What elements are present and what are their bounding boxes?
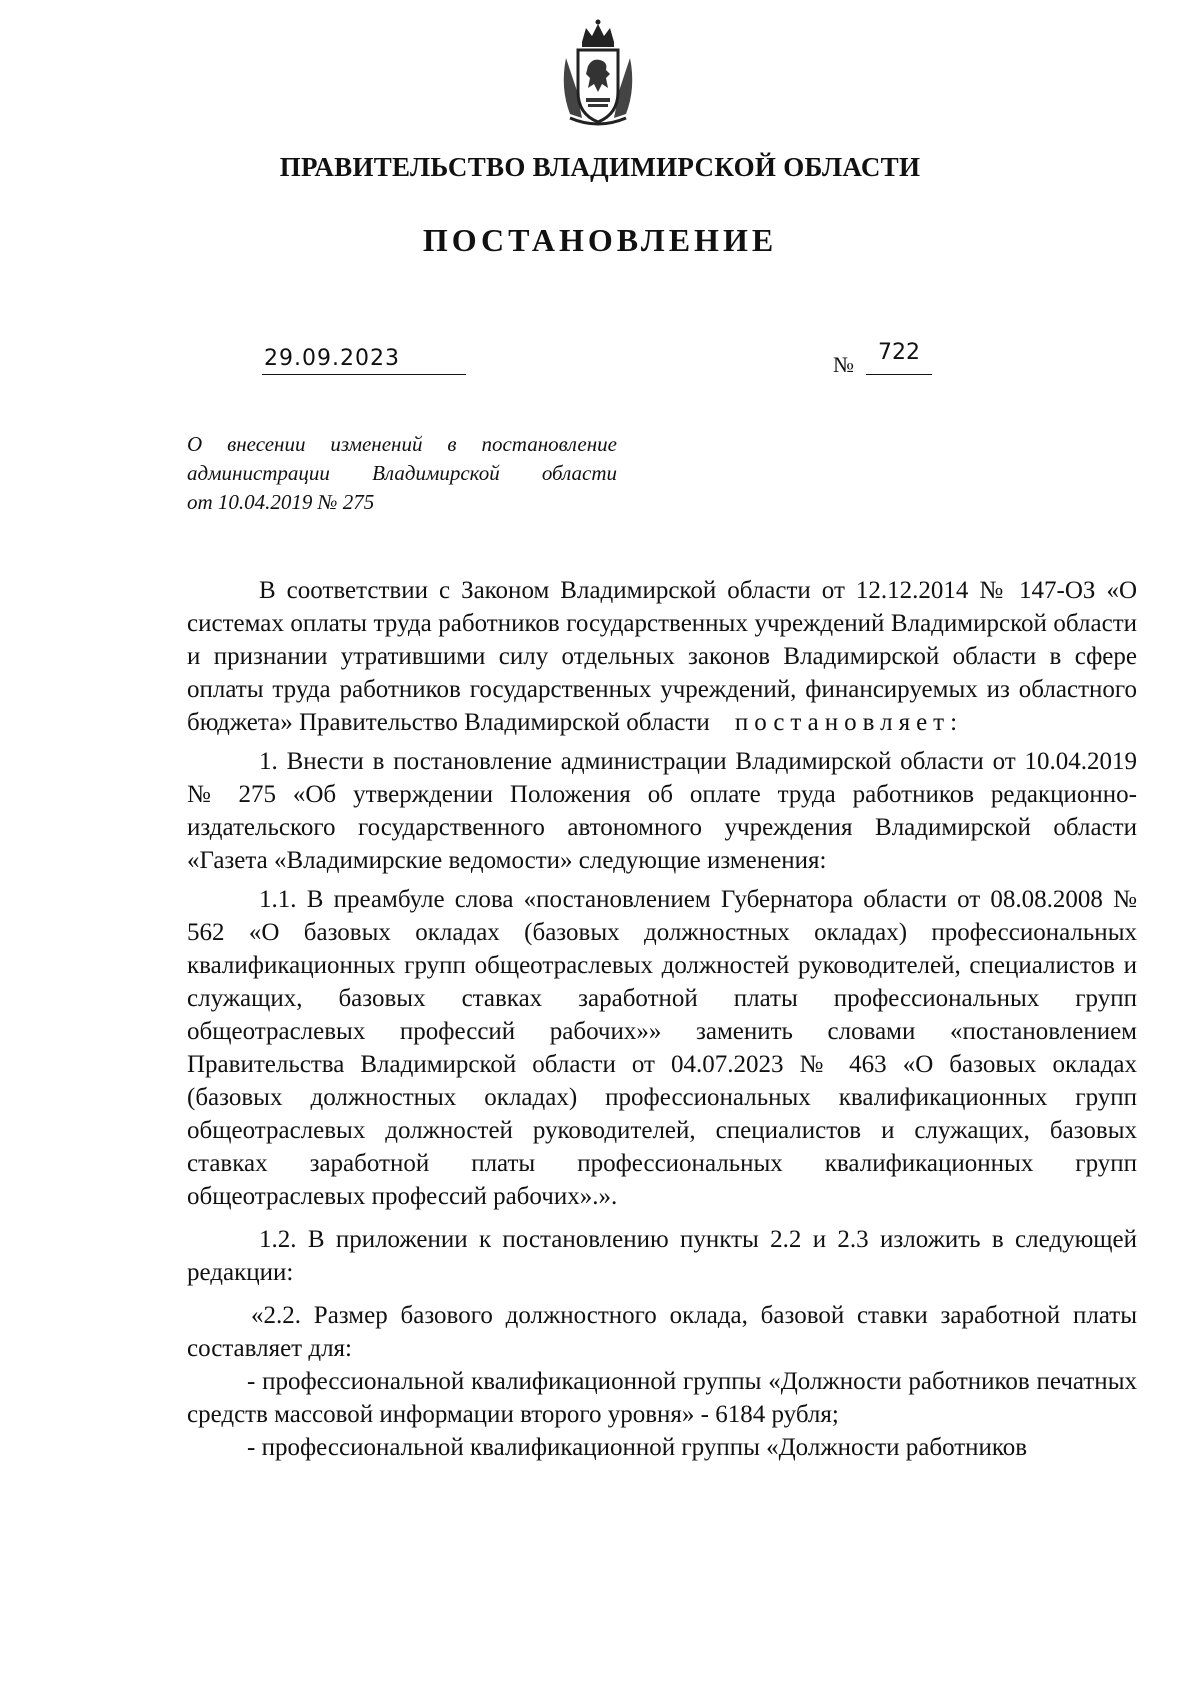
subject-line-2: администрации Владимирской области — [187, 461, 617, 485]
organization-title: ПРАВИТЕЛЬСТВО ВЛАДИМИРСКОЙ ОБЛАСТИ — [279, 152, 921, 182]
subject-line-1: О внесении изменений в постановление — [187, 432, 617, 456]
preamble-verb: постановляет: — [734, 709, 964, 736]
item-1: 1. Внести в постановление администрации Владимирской области от 10.04.2019 № 275 «Об утверждении Положения об оплате труда работников редакционно-издательского государственного автономного учреждения Владимирской области «Газета «Владимирские ведомости» следующие изменения: — [187, 748, 1137, 874]
document-number: 722 — [878, 340, 920, 365]
document-date: 29.09.2023 — [264, 346, 400, 371]
document-type-heading: ПОСТАНОВЛЕНИЕ — [422, 222, 778, 258]
document-subject — [187, 430, 617, 517]
document-body — [187, 574, 1137, 1464]
coat-of-arms-icon — [552, 18, 644, 130]
date-underline — [262, 374, 466, 375]
number-underline — [866, 374, 932, 375]
dash-item-2: - профессиональной квалификационной группы «Должности работников — [247, 1434, 1028, 1461]
preamble-text: В соответствии с Законом Владимирской области от 12.12.2014 № 147-ОЗ «О системах оплаты труда работников государственных учреждений Владимирской области и признании утратившими силу отдельных законов Владимирской области в сфере оплаты труда работников государственных учреждений, финансируемых из областного бюджета» Правительство Владимирской области — [187, 577, 1137, 736]
preamble-paragraph — [187, 574, 1137, 739]
item-1-1: 1.1. В преамбуле слова «постановлением Губернатора области от 08.08.2008 № 562 «О базовых окладах (базовых должностных окладах) профессиональных квалификационных групп общеотраслевых должностей руководителей, специалистов и служащих, базовых ставках заработной платы профессиональных групп общеотраслевых профессий рабочих»» заменить словами «постановлением Правительства Владимирской области от 04.07.2023 № 463 «О базовых окладах (базовых должностных окладах) профессиональных квалификационных групп общеотраслевых должностей руководителей, специалистов и служащих, базовых ставках заработной платы профессиональных квалификационных групп общеотраслевых профессий рабочих».». — [187, 886, 1137, 1210]
item-1-2: 1.2. В приложении к постановлению пункты 2.2 и 2.3 изложить в следующей редакции: — [187, 1226, 1137, 1286]
dash-item-1: - профессиональной квалификационной группы «Должности работников печатных средств массовой информации второго уровня» - 6184 рубля; — [187, 1368, 1137, 1428]
quote-2-2: «2.2. Размер базового должностного оклада, базовой ставки заработной платы составляет для: — [187, 1302, 1137, 1362]
number-sign: № — [833, 352, 854, 377]
subject-line-3: от 10.04.2019 № 275 — [187, 490, 375, 514]
